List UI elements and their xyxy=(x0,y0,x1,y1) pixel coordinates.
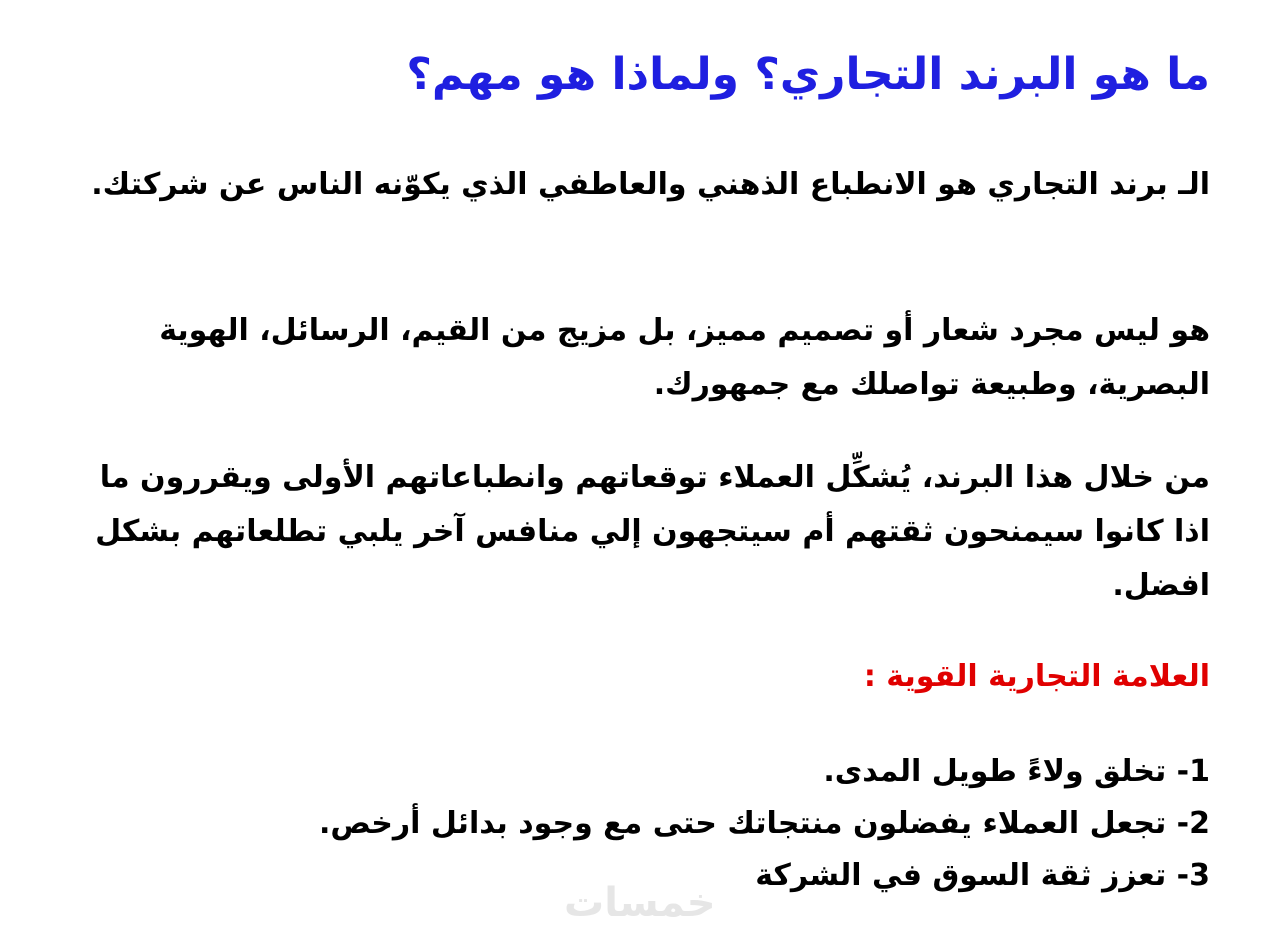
list-item: 2- تجعل العملاء يفضلون منتجاتك حتى مع وجود بدائل أرخص. xyxy=(318,806,1210,841)
paragraph-brand-definition: الـ برند التجاري هو الانطباع الذهني والعاطفي الذي يكوّنه الناس عن شركتك. xyxy=(91,167,1210,202)
list-item: 3- تعزز ثقة السوق في الشركة xyxy=(755,858,1210,893)
paragraph-brand-components: هو ليس مجرد شعار أو تصميم مميز، بل مزيج من القيم، الرسائل، الهوية البصرية، وطبيعة تواصلك مع جمهورك. xyxy=(159,313,1210,402)
watermark-logo: خمسات xyxy=(564,880,716,926)
slide-title: ما هو البرند التجاري؟ ولماذا هو مهم؟ xyxy=(406,49,1210,100)
strong-brand-heading: العلامة التجارية القوية : xyxy=(863,659,1210,694)
paragraph-customer-expectations: من خلال هذا البرند، يُشكِّل العملاء توقعاتهم وانطباعاتهم الأولى ويقررون ما اذا كانوا سيمنحون ثقتهم أم سيتجهون إلي منافس آخر يلبي تطلعاتهم بشكل افضل. xyxy=(95,460,1210,603)
list-item: 1- تخلق ولاءً طويل المدى. xyxy=(823,754,1210,789)
